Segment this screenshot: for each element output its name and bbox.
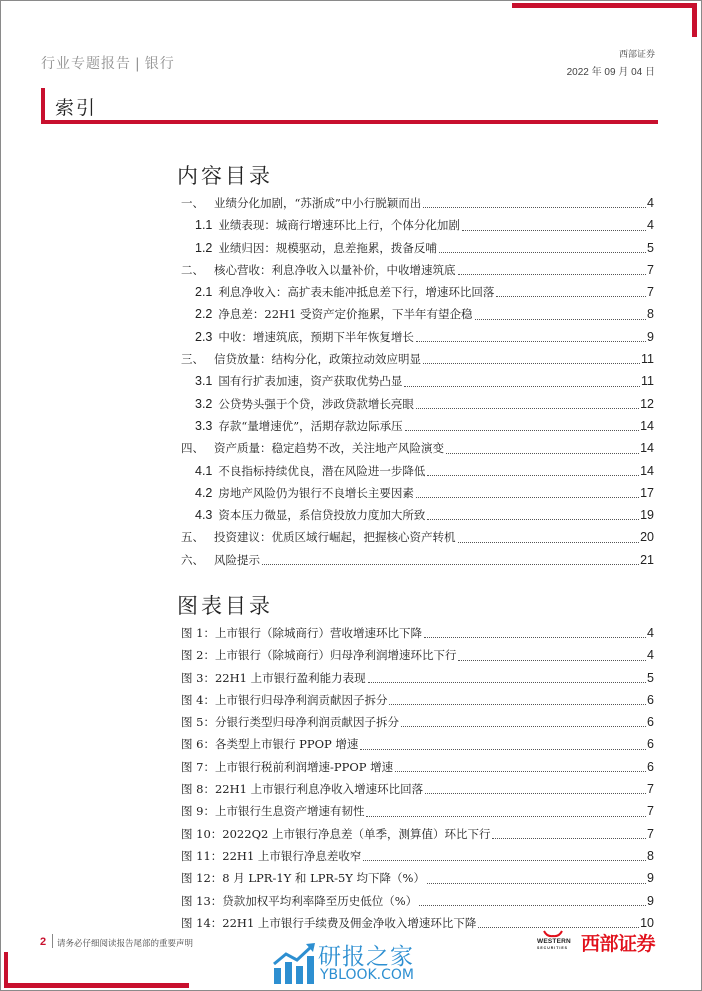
toc-entry-number: 三、 bbox=[181, 352, 204, 367]
figure-entry-text: 22H1 上市银行利息净收入增速环比回落 bbox=[214, 782, 424, 797]
toc-entry-label bbox=[195, 415, 403, 437]
toc-entry-text: 资本压力微显，系信贷投放力度加大所致 bbox=[218, 508, 426, 523]
figure-entry-page: 5 bbox=[647, 670, 654, 685]
toc-entry-number: 六、 bbox=[181, 552, 204, 567]
dot-leader bbox=[458, 273, 647, 275]
figure-entry-page: 4 bbox=[647, 626, 654, 640]
toc-entry-page: 12 bbox=[640, 396, 654, 411]
toc-entry-text: 存款“量增速优”，活期存款边际承压 bbox=[218, 418, 403, 433]
figure-entry-page: 6 bbox=[647, 759, 654, 774]
figures-list bbox=[181, 622, 654, 934]
toc-entry-label bbox=[195, 504, 425, 526]
dot-leader bbox=[401, 725, 646, 727]
figure-entry-label bbox=[181, 867, 425, 889]
figure-entry[interactable] bbox=[181, 689, 654, 711]
corner-decoration-right bbox=[692, 3, 697, 37]
figure-entry-text: 22H1 上市银行手续费及佣金净收入增速环比下降 bbox=[222, 915, 477, 930]
toc-entry-text: 业绩分化加剧，“苏浙成”中小行脱颖而出 bbox=[214, 196, 422, 210]
figure-entry-text: 22H1 上市银行盈利能力表现 bbox=[214, 670, 366, 685]
toc-entry-number: 五、 bbox=[181, 530, 204, 545]
dot-leader bbox=[363, 859, 646, 861]
watermark-en: YBLOOK.COM bbox=[320, 967, 415, 983]
toc-entry[interactable] bbox=[181, 504, 654, 526]
figure-entry-label bbox=[181, 689, 387, 711]
corner-decoration-top bbox=[512, 3, 697, 8]
chart-growth-icon bbox=[272, 942, 316, 986]
dot-leader bbox=[395, 770, 646, 772]
figure-entry-label bbox=[181, 800, 364, 822]
logo-cn: 西部证券 bbox=[581, 933, 656, 955]
toc-entry-label bbox=[195, 237, 437, 259]
bull-horn-icon bbox=[543, 930, 563, 938]
toc-entry-page: 9 bbox=[647, 329, 654, 344]
figure-entry-text: 上市银行生息资产增速有韧性 bbox=[214, 804, 365, 819]
figure-entry-number: 图 1： bbox=[181, 626, 215, 640]
figure-entry-text: 上市银行（除城商行）归母净利润增速环比下行 bbox=[214, 648, 457, 663]
report-type: 行业专题报告 bbox=[41, 56, 131, 72]
dot-leader bbox=[419, 904, 646, 906]
figure-entry-label bbox=[181, 756, 393, 778]
dot-leader bbox=[423, 362, 640, 364]
toc-entry[interactable] bbox=[181, 348, 654, 370]
figure-entry-number: 图 10： bbox=[181, 826, 223, 841]
figure-entry[interactable] bbox=[181, 622, 654, 644]
dot-leader bbox=[446, 452, 639, 454]
figure-entry[interactable] bbox=[181, 867, 654, 889]
dot-leader bbox=[416, 496, 639, 498]
toc-entry-label bbox=[181, 348, 421, 370]
figure-entry[interactable] bbox=[181, 644, 654, 666]
figure-entry-label bbox=[181, 823, 490, 845]
dot-leader bbox=[458, 659, 646, 661]
toc-entry-number: 2.3 bbox=[195, 329, 213, 344]
toc-entry-number: 4.1 bbox=[195, 463, 213, 478]
figure-entry-number: 图 5： bbox=[181, 715, 215, 730]
toc-entry-page: 11 bbox=[641, 374, 654, 389]
figure-entry-text: 分银行类型归母净利润贡献因子拆分 bbox=[214, 715, 399, 730]
figure-entry-label bbox=[181, 890, 417, 912]
toc-entry[interactable] bbox=[181, 526, 654, 548]
header-meta bbox=[567, 47, 655, 78]
figure-entry-text: 各类型上市银行 PPOP 增速 bbox=[214, 737, 359, 752]
figure-entry-number: 图 8： bbox=[181, 782, 215, 797]
toc-entry-label bbox=[181, 549, 260, 571]
toc-entry-number: 1.1 bbox=[195, 218, 213, 233]
toc-entry[interactable] bbox=[181, 549, 654, 571]
toc-entry[interactable] bbox=[181, 214, 654, 236]
toc-entry[interactable] bbox=[181, 370, 654, 392]
toc-entry-label bbox=[181, 259, 456, 281]
figure-entry-text: 8 月 LPR-1Y 和 LPR-5Y 均下降（%） bbox=[222, 871, 425, 886]
toc-entry-page: 14 bbox=[640, 463, 654, 478]
dot-leader bbox=[439, 251, 646, 253]
toc-entry-page: 21 bbox=[640, 552, 654, 567]
footer-notice: 请务必仔细阅读报告尾部的重要声明 bbox=[57, 939, 194, 949]
dot-leader bbox=[424, 636, 646, 638]
figure-entry-label bbox=[181, 622, 422, 644]
dot-leader bbox=[416, 340, 646, 342]
dot-leader bbox=[368, 681, 646, 683]
toc-entry-label bbox=[195, 482, 414, 504]
dot-leader bbox=[404, 385, 640, 387]
dot-leader bbox=[492, 837, 646, 839]
toc-entry-number: 1.2 bbox=[195, 240, 213, 255]
toc-entry-number: 2.2 bbox=[195, 307, 213, 322]
toc-entry-label bbox=[181, 192, 421, 214]
toc-entry[interactable] bbox=[181, 192, 654, 214]
header-separator: | bbox=[135, 56, 141, 72]
dot-leader bbox=[475, 318, 647, 320]
report-category bbox=[41, 53, 175, 73]
toc-entry-page: 19 bbox=[640, 508, 654, 523]
figure-entry[interactable] bbox=[181, 756, 654, 778]
toc-entry-number: 3.3 bbox=[195, 418, 213, 433]
toc-entry-text: 净息差：22H1 受资产定价拖累，下半年有望企稳 bbox=[218, 307, 473, 322]
toc-entry[interactable] bbox=[181, 303, 654, 325]
toc-entry-page: 4 bbox=[647, 218, 654, 233]
page-number: 2 bbox=[40, 936, 47, 948]
figure-entry-text: 上市银行税前利润增速-PPOP 增速 bbox=[214, 759, 394, 774]
toc-entry-label bbox=[181, 437, 444, 459]
dot-leader bbox=[360, 748, 646, 750]
figure-entry-label bbox=[181, 912, 476, 934]
toc-entry-label bbox=[181, 526, 456, 548]
figure-entry[interactable] bbox=[181, 667, 654, 689]
dot-leader bbox=[496, 295, 646, 297]
figure-entry-page: 6 bbox=[647, 737, 654, 752]
figure-entry[interactable] bbox=[181, 778, 654, 800]
dot-leader bbox=[389, 703, 646, 705]
toc-entry-text: 中收：增速筑底，预期下半年恢复增长 bbox=[218, 329, 414, 344]
toc-entry-text: 核心营收：利息净收入以量补价，中收增速筑底 bbox=[214, 262, 456, 277]
dot-leader bbox=[425, 792, 646, 794]
figure-entry-number: 图 6： bbox=[181, 737, 215, 752]
toc-entry-number: 四、 bbox=[181, 441, 204, 456]
figure-entry-page: 4 bbox=[647, 648, 654, 663]
toc-entry-number: 3.1 bbox=[195, 374, 213, 389]
toc-entry-label bbox=[195, 214, 460, 236]
toc-entry[interactable] bbox=[181, 326, 654, 348]
figure-entry-number: 图 13： bbox=[181, 893, 223, 908]
figure-entry-text: 2022Q2 上市银行净息差（单季，测算值）环比下行 bbox=[222, 826, 491, 841]
figure-entry-label bbox=[181, 667, 366, 689]
figures-title: 图表目录 bbox=[177, 594, 273, 618]
toc-entry-number: 二、 bbox=[181, 262, 204, 277]
toc-entry[interactable] bbox=[181, 415, 654, 437]
toc-entry-page: 5 bbox=[647, 240, 654, 255]
logo-en: WESTERN bbox=[537, 938, 571, 945]
toc-entry-text: 不良指标持续优良，潜在风险进一步降低 bbox=[218, 463, 426, 478]
figure-entry-page: 9 bbox=[647, 893, 654, 908]
figure-entry-label bbox=[181, 733, 358, 755]
contents-title: 内容目录 bbox=[177, 164, 273, 188]
figure-entry[interactable] bbox=[181, 733, 654, 755]
figure-entry-page: 7 bbox=[647, 804, 654, 819]
dot-leader bbox=[427, 882, 646, 884]
toc-entry[interactable] bbox=[181, 393, 654, 415]
western-securities-logo bbox=[537, 926, 667, 956]
toc-entry-text: 业绩归因：规模驱动，息差拖累，拨备反哺 bbox=[218, 240, 437, 255]
figure-entry-page: 6 bbox=[647, 715, 654, 730]
figure-entry-page: 10 bbox=[640, 915, 654, 930]
figure-entry[interactable] bbox=[181, 711, 654, 733]
toc-entry-number: 2.1 bbox=[195, 285, 213, 300]
toc-entry-text: 风险提示 bbox=[214, 552, 260, 567]
toc-entry-label bbox=[195, 303, 473, 325]
dot-leader bbox=[262, 563, 639, 565]
watermark bbox=[272, 938, 432, 988]
figure-entry-number: 图 11： bbox=[181, 848, 223, 863]
section-bar-left bbox=[41, 88, 45, 124]
dot-leader bbox=[416, 407, 639, 409]
toc-entry-page: 8 bbox=[647, 307, 654, 322]
toc-entry-page: 20 bbox=[640, 530, 654, 545]
org-name: 西部证券 bbox=[618, 50, 655, 60]
figure-entry-number: 图 9： bbox=[181, 804, 215, 819]
toc-entry-page: 7 bbox=[647, 262, 654, 277]
toc-entry-text: 公贷势头强于个贷，涉政贷款增长亮眼 bbox=[218, 396, 414, 411]
toc-entry-page: 4 bbox=[647, 196, 654, 210]
corner-decoration-bottom bbox=[4, 983, 189, 988]
toc-entry[interactable] bbox=[181, 281, 654, 303]
toc-entry-text: 信贷放量：结构分化，政策拉动效应明显 bbox=[214, 352, 421, 367]
toc-entry-page: 14 bbox=[640, 418, 654, 433]
watermark-cn: 研报之家 bbox=[318, 944, 414, 970]
dot-leader bbox=[427, 474, 639, 476]
figure-entry-number: 图 2： bbox=[181, 648, 215, 663]
toc-entry-page: 14 bbox=[640, 441, 654, 456]
toc-entry-page: 17 bbox=[640, 485, 654, 500]
figure-entry-label bbox=[181, 845, 361, 867]
toc-entry-text: 投资建议：优质区域行崛起，把握核心资产转机 bbox=[214, 530, 456, 545]
toc-entry[interactable] bbox=[181, 482, 654, 504]
dot-leader bbox=[462, 229, 646, 231]
toc-entry-number: 3.2 bbox=[195, 396, 213, 411]
toc-entry[interactable] bbox=[181, 437, 654, 459]
contents-list bbox=[181, 192, 654, 571]
toc-entry-label bbox=[195, 326, 414, 348]
dot-leader bbox=[405, 429, 639, 431]
toc-entry-label bbox=[195, 281, 494, 303]
toc-entry-number: 一、 bbox=[181, 196, 204, 210]
figure-entry-number: 图 14： bbox=[181, 915, 223, 930]
figure-entry-text: 22H1 上市银行净息差收窄 bbox=[222, 848, 362, 863]
section-title: 索引 bbox=[55, 97, 98, 119]
toc-entry-text: 利息净收入：高扩表未能冲抵息差下行，增速环比回落 bbox=[218, 285, 495, 300]
figure-entry-label bbox=[181, 644, 456, 666]
toc-entry-label bbox=[195, 370, 402, 392]
report-date: 2022 年 09 月 04 日 bbox=[566, 67, 655, 78]
toc-entry-page: 7 bbox=[647, 285, 654, 300]
toc-entry-text: 业绩表现：城商行增速环比上行，个体分化加剧 bbox=[218, 218, 460, 233]
figure-entry-label bbox=[181, 711, 399, 733]
figure-entry-number: 图 3： bbox=[181, 670, 215, 685]
toc-entry-number: 4.3 bbox=[195, 508, 213, 523]
logo-en-sub: SECURITIES bbox=[537, 946, 569, 950]
toc-entry-number: 4.2 bbox=[195, 485, 213, 500]
figure-entry-text: 上市银行（除城商行）营收增速环比下降 bbox=[214, 626, 422, 640]
section-underline bbox=[41, 120, 658, 124]
figure-entry-page: 7 bbox=[647, 826, 654, 841]
dot-leader bbox=[458, 541, 640, 543]
figure-entry-page: 9 bbox=[647, 871, 654, 886]
toc-entry-text: 房地产风险仍为银行不良增长主要因素 bbox=[218, 485, 414, 500]
figure-entry-page: 6 bbox=[647, 692, 654, 707]
figure-entry[interactable] bbox=[181, 890, 654, 912]
toc-entry-label bbox=[195, 393, 414, 415]
footer-separator bbox=[52, 934, 53, 948]
figure-entry-text: 上市银行归母净利润贡献因子拆分 bbox=[214, 692, 388, 707]
figure-entry-label bbox=[181, 778, 423, 800]
toc-entry[interactable] bbox=[181, 460, 654, 482]
dot-leader bbox=[423, 206, 646, 208]
figure-entry[interactable] bbox=[181, 823, 654, 845]
figure-entry-text: 贷款加权平均利率降至历史低位（%） bbox=[222, 893, 418, 908]
toc-entry-label bbox=[195, 460, 425, 482]
dot-leader bbox=[427, 518, 639, 520]
figure-entry[interactable] bbox=[181, 800, 654, 822]
figure-entry-number: 图 7： bbox=[181, 759, 215, 774]
industry: 银行 bbox=[144, 56, 175, 72]
figure-entry[interactable] bbox=[181, 845, 654, 867]
toc-entry-page: 11 bbox=[641, 352, 654, 367]
toc-entry[interactable] bbox=[181, 259, 654, 281]
toc-entry-text: 国有行扩表加速，资产获取优势凸显 bbox=[218, 374, 403, 389]
figure-entry-page: 7 bbox=[647, 782, 654, 797]
figure-entry-number: 图 4： bbox=[181, 692, 215, 707]
dot-leader bbox=[366, 815, 646, 817]
toc-entry-text: 资产质量：稳定趋势不改，关注地产风险演变 bbox=[214, 441, 444, 456]
toc-entry[interactable] bbox=[181, 237, 654, 259]
figure-entry-number: 图 12： bbox=[181, 871, 223, 886]
figure-entry-page: 8 bbox=[647, 848, 654, 863]
